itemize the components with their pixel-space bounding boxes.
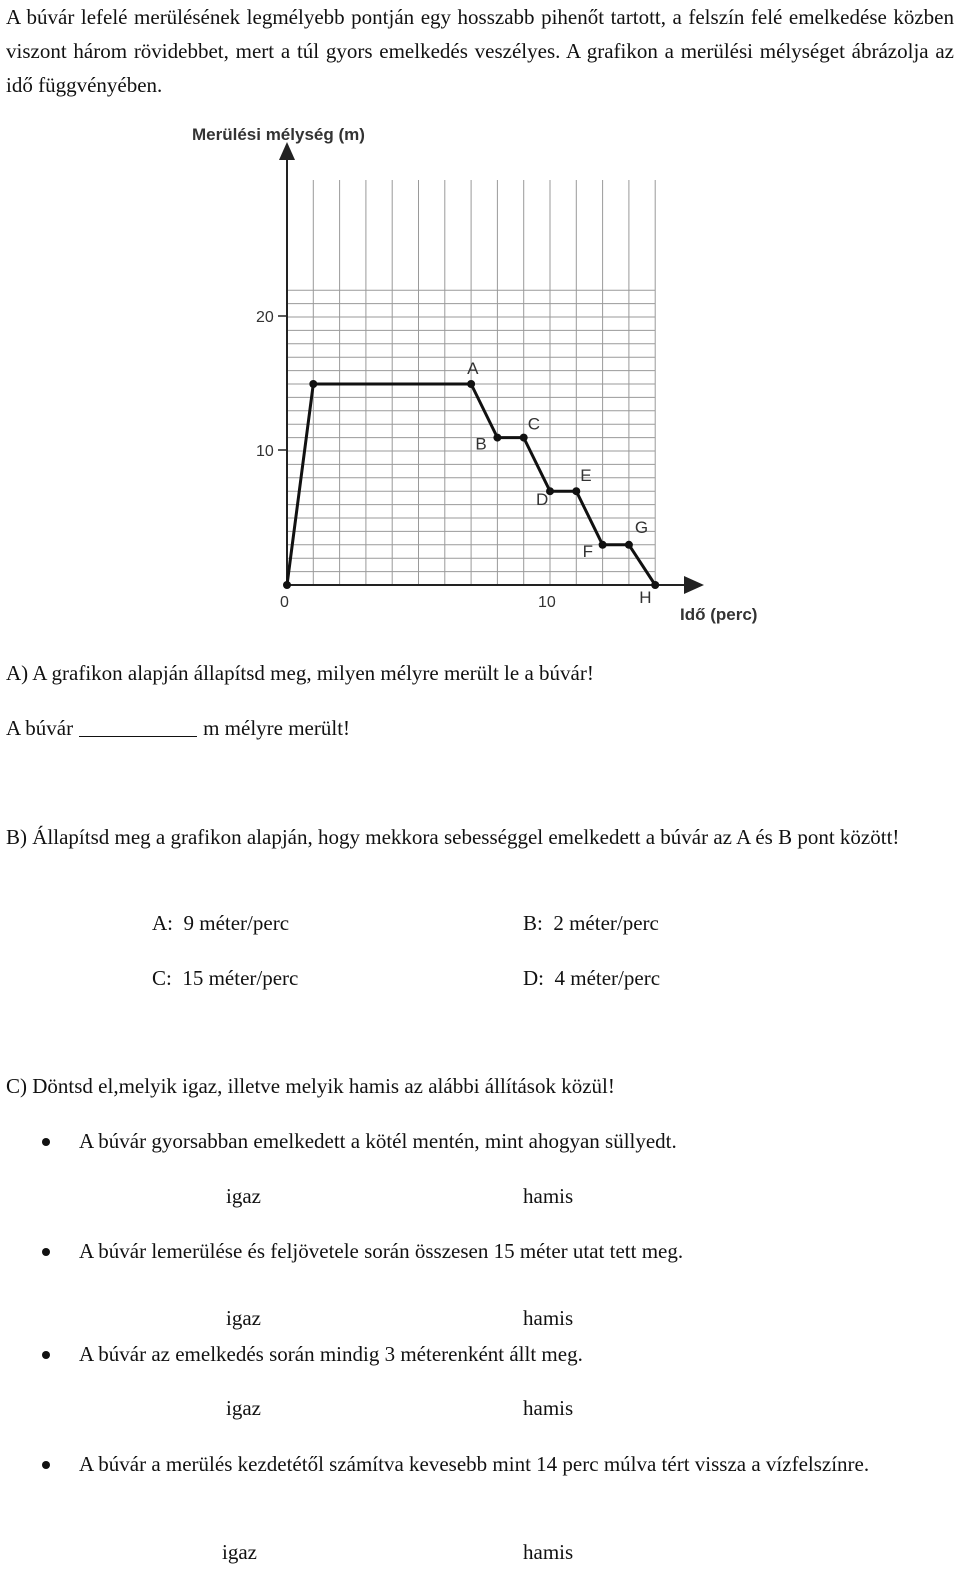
- option-c-key: C:: [152, 966, 172, 990]
- question-b: B) Állapítsd meg a grafikon alapján, hogy mekkora sebességgel emelkedett a búvár az A és B pont között!: [6, 825, 900, 849]
- x-axis-label: Idő (perc): [680, 605, 758, 624]
- question-c: C) Döntsd el,melyik igaz, illetve melyik hamis az alábbi állítások közül!: [6, 1074, 615, 1098]
- answer-a-line: [6, 716, 350, 741]
- point-label-F: F: [582, 541, 593, 561]
- x-tick-label-10: 10: [538, 594, 556, 611]
- depth-time-chart: [0, 0, 960, 640]
- chart-point-labels: [467, 359, 651, 607]
- y-axis-arrow: [279, 142, 295, 160]
- option-c-text: 15 méter/perc: [182, 966, 299, 990]
- bullet-3: [42, 1351, 50, 1359]
- bullet-4: [42, 1461, 50, 1469]
- option-d-text: 4 méter/perc: [554, 966, 661, 990]
- x-axis-arrow: [684, 576, 704, 594]
- option-d-key: D:: [523, 966, 544, 990]
- point-label-B: B: [475, 434, 487, 454]
- statement-1: A búvár gyorsabban emelkedett a kötél mentén, mint ahogyan süllyedt.: [79, 1129, 677, 1153]
- intro-text: A búvár lefelé merülésének legmélyebb pontján egy hosszabb pihenőt tartott, a felszín felé emelkedése közben viszont három rövidebbet, mert a túl gyors emelkedés veszélyes. A grafikon a merülési mélységet ábrázolja az idő függvényében.: [6, 5, 954, 97]
- data-point: [599, 541, 607, 549]
- statement-1-true[interactable]: igaz: [226, 1184, 261, 1208]
- bullet-1: [42, 1138, 50, 1146]
- statement-2-false[interactable]: hamis: [523, 1306, 574, 1330]
- option-a-key: A:: [152, 911, 173, 935]
- statement-4: A búvár a merülés kezdetétől számítva kevesebb mint 14 perc múlva tért vissza a vízfelszínre.: [79, 1452, 870, 1476]
- point-label-D: D: [536, 490, 549, 510]
- data-point: [520, 434, 528, 442]
- statement-3-true[interactable]: igaz: [226, 1396, 261, 1420]
- option-d[interactable]: [523, 966, 660, 991]
- option-a[interactable]: [152, 911, 289, 936]
- bullet-2: [42, 1248, 50, 1256]
- statement-2-true[interactable]: igaz: [226, 1306, 261, 1330]
- option-b-text: 2 méter/perc: [553, 911, 659, 935]
- data-point: [467, 380, 475, 388]
- answer-suffix: m mélyre merült!: [203, 716, 351, 740]
- point-label-C: C: [527, 414, 540, 434]
- data-point: [625, 541, 633, 549]
- x-tick-label-0: 0: [280, 594, 289, 611]
- statement-4-false[interactable]: hamis: [523, 1540, 574, 1564]
- statement-2: A búvár lemerülése és feljövetele során összesen 15 méter utat tett meg.: [79, 1239, 684, 1263]
- y-tick-label-20: 20: [256, 309, 274, 326]
- point-label-E: E: [580, 466, 592, 486]
- data-point: [309, 380, 317, 388]
- data-point: [572, 487, 580, 495]
- point-label-H: H: [639, 588, 652, 607]
- point-label-A: A: [467, 359, 479, 378]
- statement-3: A búvár az emelkedés során mindig 3 méterenként állt meg.: [79, 1342, 583, 1366]
- option-a-text: 9 méter/perc: [183, 911, 290, 935]
- data-point: [283, 581, 291, 589]
- y-axis-label: Merülési mélység (m): [192, 125, 365, 144]
- y-tick-label-10: 10: [256, 443, 274, 460]
- question-a: A) A grafikon alapján állapítsd meg, milyen mélyre merült le a búvár!: [6, 661, 594, 685]
- data-point: [651, 581, 659, 589]
- point-label-G: G: [634, 517, 649, 537]
- data-point: [493, 434, 501, 442]
- option-b-key: B:: [523, 911, 543, 935]
- option-b[interactable]: [523, 911, 659, 936]
- option-c[interactable]: [152, 966, 298, 991]
- answer-prefix: A búvár: [6, 716, 74, 740]
- statement-1-false[interactable]: hamis: [523, 1184, 574, 1208]
- answer-blank[interactable]: [79, 716, 197, 737]
- statement-4-true[interactable]: igaz: [222, 1540, 257, 1564]
- statement-3-false[interactable]: hamis: [523, 1396, 574, 1420]
